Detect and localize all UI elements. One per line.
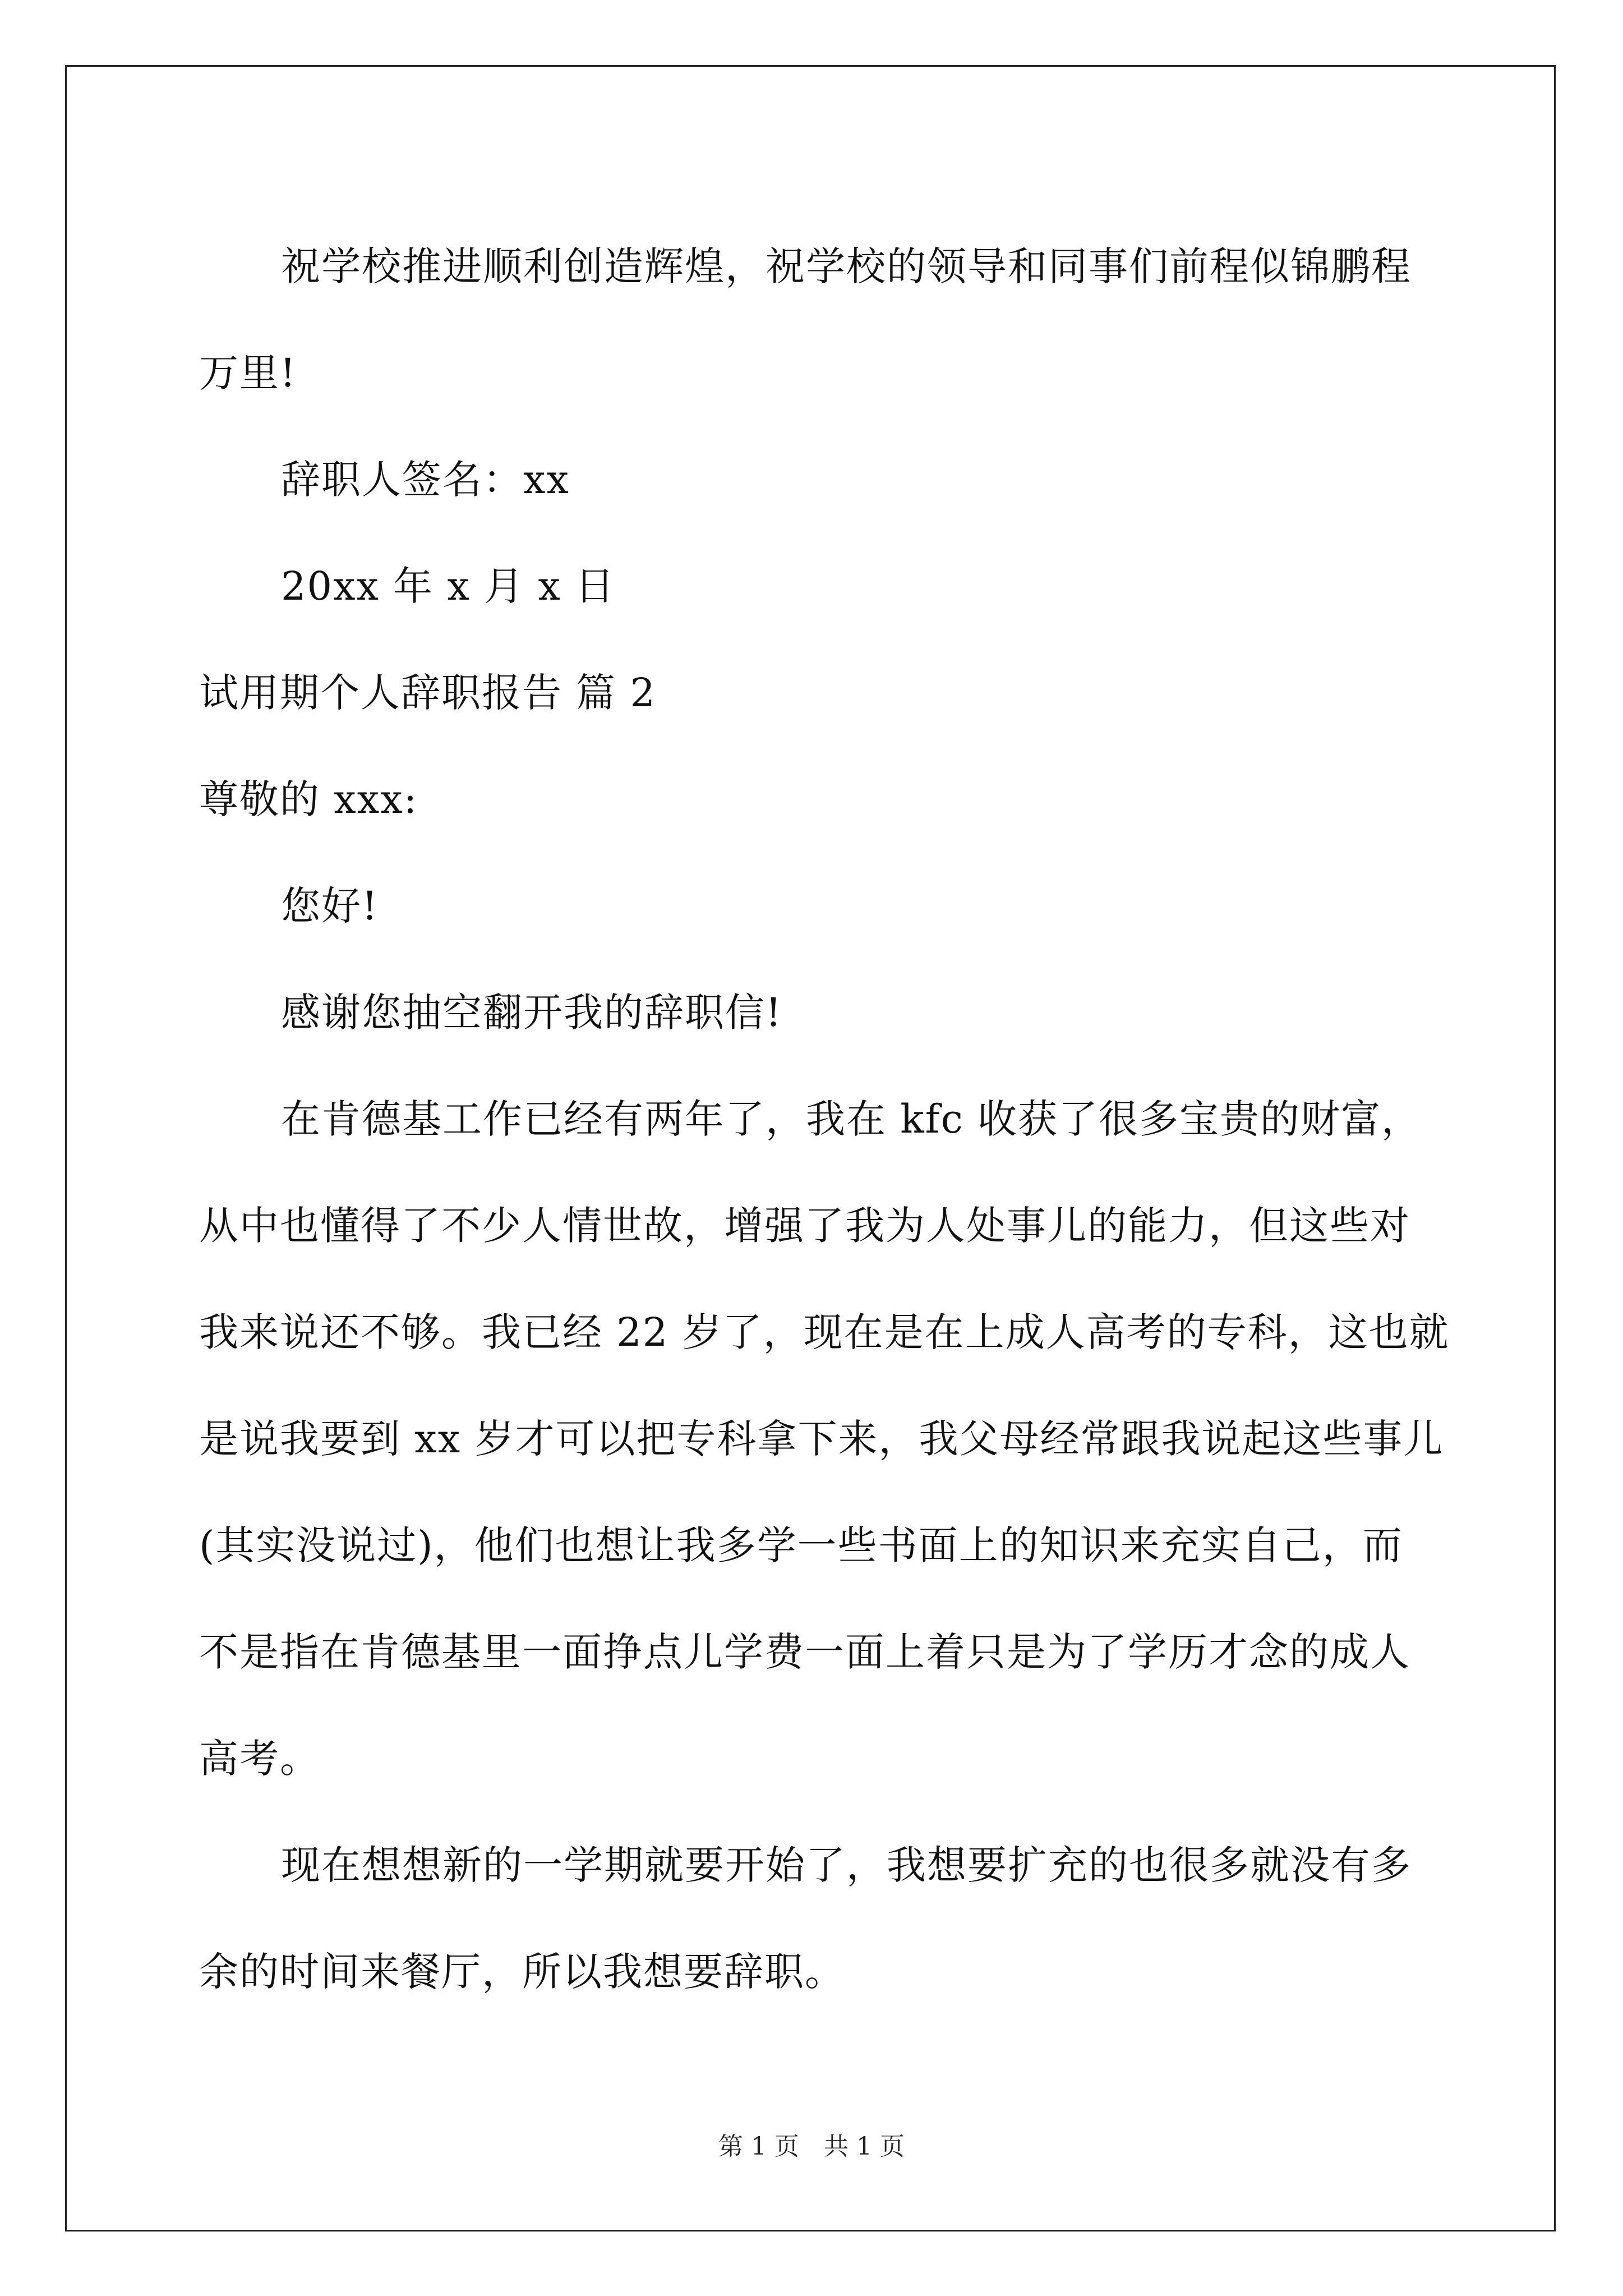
text-line: 现在想想新的一学期就要开始了，我想要扩充的也很多就没有多 bbox=[281, 1842, 1412, 1888]
text-line: 我来说还不够。我已经 22 岁了，现在是在上成人高考的专科，这也就 bbox=[199, 1309, 1450, 1355]
document-body bbox=[199, 213, 1450, 2025]
salutation: 尊敬的 xxx: bbox=[199, 776, 418, 822]
text-line: (其实没说过)，他们也想让我多学一些书面上的知识来充实自己，而 bbox=[199, 1522, 1403, 1568]
text-line: 是说我要到 xx 岁才可以把专科拿下来，我父母经常跟我说起这些事儿 bbox=[199, 1416, 1444, 1462]
signature-line: 辞职人签名：xx bbox=[281, 457, 570, 503]
text-line: 高考。 bbox=[199, 1736, 320, 1782]
section-heading: 试用期个人辞职报告 篇 2 bbox=[199, 670, 657, 716]
text-line: 万里! bbox=[199, 350, 297, 396]
page-number: 第 1 页 共 1 页 bbox=[718, 2132, 905, 2161]
text-line: 从中也懂得了不少人情世故，增强了我为人处事儿的能力，但这些对 bbox=[199, 1203, 1410, 1249]
text-line: 不是指在肯德基里一面挣点儿学费一面上着只是为了学历才念的成人 bbox=[199, 1629, 1410, 1675]
greeting: 您好! bbox=[281, 883, 379, 929]
text-line: 余的时间来餐厅，所以我想要辞职。 bbox=[199, 1949, 845, 1995]
text-line: 在肯德基工作已经有两年了，我在 kfc 收获了很多宝贵的财富， bbox=[281, 1096, 1422, 1142]
date-line: 20xx 年 x 月 x 日 bbox=[281, 563, 616, 609]
text-line: 祝学校推进顺利创造辉煌，祝学校的领导和同事们前程似锦鹏程 bbox=[281, 243, 1412, 289]
text-line: 感谢您抽空翻开我的辞职信! bbox=[281, 990, 783, 1036]
